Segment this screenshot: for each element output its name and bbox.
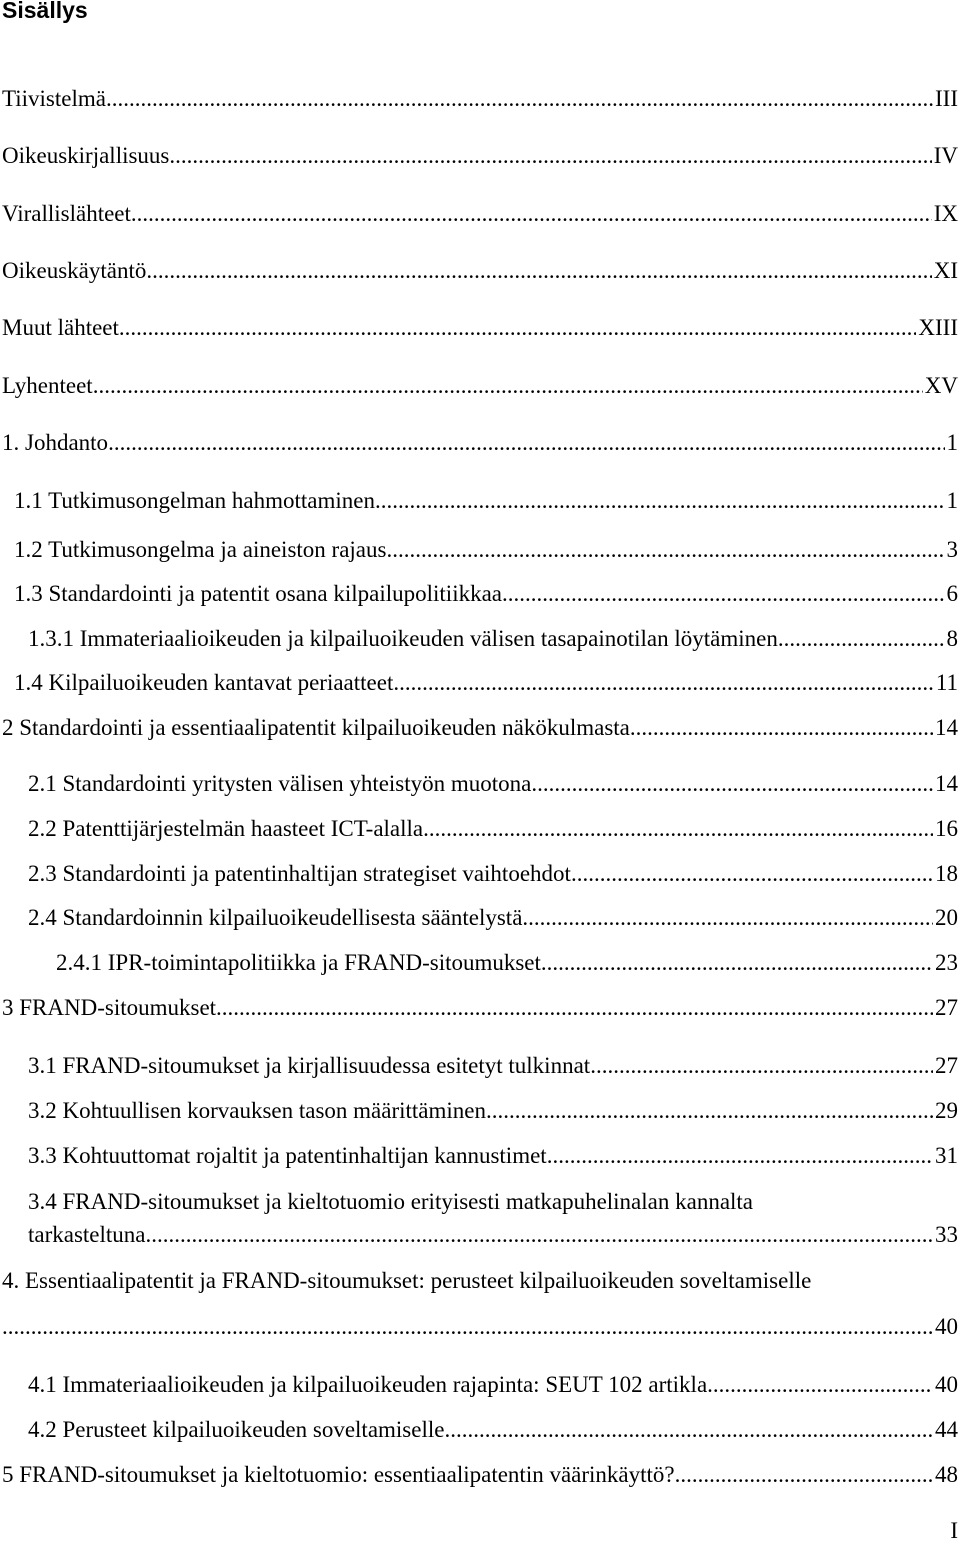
toc-entry-page: 31 [935, 1143, 958, 1168]
toc-entry-page: 23 [935, 950, 958, 975]
toc-entry[interactable] [28, 624, 958, 654]
toc-entry-title: 3.1 FRAND-sitoumukset ja kirjallisuudessa esitetyt tulkinnat [28, 1053, 591, 1078]
toc-entry[interactable] [56, 948, 958, 978]
toc-entry-title[interactable]: 4. Essentiaalipatentit ja FRAND-sitoumukset: perusteet kilpailuoikeuden soveltamiselle [2, 1268, 812, 1293]
toc-entry-page: IV [933, 143, 958, 168]
dot-leader [502, 579, 944, 609]
toc-entry[interactable] [14, 486, 958, 516]
toc-entry-page: 33 [935, 1222, 958, 1247]
dot-leader [630, 713, 933, 743]
toc-entry-title-continued: tarkasteltuna [28, 1222, 146, 1247]
toc-entry[interactable] [28, 903, 958, 933]
toc-entry-title: 5 FRAND-sitoumukset ja kieltotuomio: essentiaalipatentin väärinkäyttö? [2, 1462, 675, 1487]
dot-leader [131, 199, 932, 229]
dot-leader [675, 1460, 933, 1490]
toc-entry-title: Oikeuskirjallisuus [2, 143, 170, 168]
toc-entry-title: 1.1 Tutkimusongelman hahmottaminen [14, 488, 375, 513]
toc-entry-title: Lyhenteet [2, 373, 93, 398]
toc-entry-title: 3.3 Kohtuuttomat rojaltit ja patentinhaltijan kannustimet [28, 1143, 547, 1168]
toc-entry-title: 2.2 Patenttijärjestelmän haasteet ICT-alalla [28, 816, 424, 841]
toc-entry[interactable] [28, 859, 958, 889]
toc-entry[interactable] [2, 256, 958, 286]
page-title: Sisällys [2, 0, 88, 23]
toc-entry-title: 4.1 Immateriaalioikeuden ja kilpailuoikeuden rajapinta: SEUT 102 artikla [28, 1372, 708, 1397]
dot-leader [375, 486, 945, 516]
toc-entry-page: 40 [935, 1372, 958, 1397]
toc-entry-page: III [935, 86, 958, 111]
toc-entry[interactable] [14, 535, 958, 565]
toc-entry-page: 3 [946, 537, 958, 562]
toc-entry-title: 1.3 Standardointi ja patentit osana kilpailupolitiikkaa [14, 581, 503, 606]
toc-entry[interactable] [2, 713, 958, 743]
toc-entry[interactable] [2, 428, 958, 458]
toc-entry[interactable] [14, 579, 958, 609]
dot-leader [590, 1051, 933, 1081]
dot-leader [522, 903, 933, 933]
dot-leader [541, 948, 933, 978]
toc-entry[interactable] [2, 1312, 958, 1342]
toc-entry-page: 40 [935, 1314, 958, 1339]
toc-entry-title: 1. Johdanto [2, 430, 109, 455]
toc-entry[interactable] [28, 1370, 958, 1400]
toc-entry[interactable] [28, 1141, 958, 1171]
toc-entry-page: 48 [935, 1462, 958, 1487]
toc-entry-page: XV [924, 373, 958, 398]
dot-leader [707, 1370, 933, 1400]
toc-entry-page: 1 [946, 488, 958, 513]
toc-entry[interactable] [28, 769, 958, 799]
toc-entry[interactable] [28, 814, 958, 844]
toc-entry[interactable] [28, 1051, 958, 1081]
toc-entry-title: 1.4 Kilpailuoikeuden kantavat periaatteet [14, 670, 394, 695]
toc-entry-title: 3 FRAND-sitoumukset [2, 995, 217, 1020]
toc-entry[interactable] [2, 1460, 958, 1490]
toc-entry[interactable] [2, 84, 958, 114]
dot-leader [386, 535, 944, 565]
toc-entry-page: 27 [935, 995, 958, 1020]
dot-leader [393, 668, 933, 698]
toc-entry-title: 2 Standardointi ja essentiaalipatentit kilpailuoikeuden näkökulmasta [2, 715, 630, 740]
dot-leader [778, 624, 945, 654]
dot-leader [93, 371, 923, 401]
toc-entry[interactable] [2, 993, 958, 1023]
dot-leader [119, 313, 917, 343]
toc-entry-title: 1.3.1 Immateriaalioikeuden ja kilpailuoikeuden välisen tasapainotilan löytäminen [28, 626, 778, 651]
toc-entry-page: IX [933, 201, 958, 226]
toc-entry[interactable] [28, 1415, 958, 1445]
toc-entry-page: 29 [935, 1098, 958, 1123]
dot-leader [571, 859, 933, 889]
dot-leader [146, 1220, 933, 1250]
toc-entry[interactable] [14, 668, 958, 698]
toc-entry-title: Muut lähteet [2, 315, 119, 340]
toc-entry-title: 2.4 Standardoinnin kilpailuoikeudellisesta sääntelystä [28, 905, 523, 930]
dot-leader [169, 141, 931, 171]
dot-leader [486, 1096, 933, 1126]
toc-entry-title: 2.4.1 IPR-toimintapolitiikka ja FRAND-sitoumukset [56, 950, 541, 975]
toc-entry-title: 2.3 Standardointi ja patentinhaltijan strategiset vaihtoehdot [28, 861, 571, 886]
toc-entry-page: 20 [935, 905, 958, 930]
toc-entry-page: XI [933, 258, 958, 283]
dot-leader [2, 1312, 933, 1342]
dot-leader [547, 1141, 933, 1171]
toc-entry-page: 8 [946, 626, 958, 651]
toc-entry-page: 16 [935, 816, 958, 841]
toc-entry[interactable] [28, 1096, 958, 1126]
toc-entry-page: 6 [946, 581, 958, 606]
dot-leader [106, 84, 933, 114]
toc-entry-title: 1.2 Tutkimusongelma ja aineiston rajaus [14, 537, 387, 562]
dot-leader [444, 1415, 933, 1445]
toc-entry[interactable] [2, 141, 958, 171]
toc-entry-page: 27 [935, 1053, 958, 1078]
page-number: I [950, 1518, 958, 1543]
toc-entry-page: 18 [935, 861, 958, 886]
toc-entry[interactable] [2, 199, 958, 229]
toc-entry[interactable] [2, 371, 958, 401]
dot-leader [531, 769, 933, 799]
dot-leader [216, 993, 933, 1023]
toc-entry-title: 2.1 Standardointi yritysten välisen yhteistyön muotona [28, 771, 532, 796]
toc-entry-page: 11 [935, 670, 958, 695]
toc-entry-title: Tiivistelmä [2, 86, 106, 111]
toc-entry[interactable] [28, 1220, 958, 1250]
toc-entry-page: 14 [935, 771, 958, 796]
toc-entry-title: 3.2 Kohtuullisen korvauksen tason määrittäminen [28, 1098, 486, 1123]
toc-entry-title: Oikeuskäytäntö [2, 258, 147, 283]
toc-entry-page: 44 [935, 1417, 958, 1442]
toc-entry[interactable] [2, 313, 958, 343]
dot-leader [423, 814, 933, 844]
toc-entry-title: 4.2 Perusteet kilpailuoikeuden soveltamiselle [28, 1417, 445, 1442]
toc-entry-page: 1 [946, 430, 958, 455]
toc-entry-page: 14 [935, 715, 958, 740]
toc-entry-page: XIII [918, 315, 958, 340]
dot-leader [108, 428, 944, 458]
toc-entry-title: Virallislähteet [2, 201, 131, 226]
toc-entry-title[interactable]: 3.4 FRAND-sitoumukset ja kieltotuomio erityisesti matkapuhelinalan kannalta [28, 1189, 754, 1214]
dot-leader [146, 256, 931, 286]
